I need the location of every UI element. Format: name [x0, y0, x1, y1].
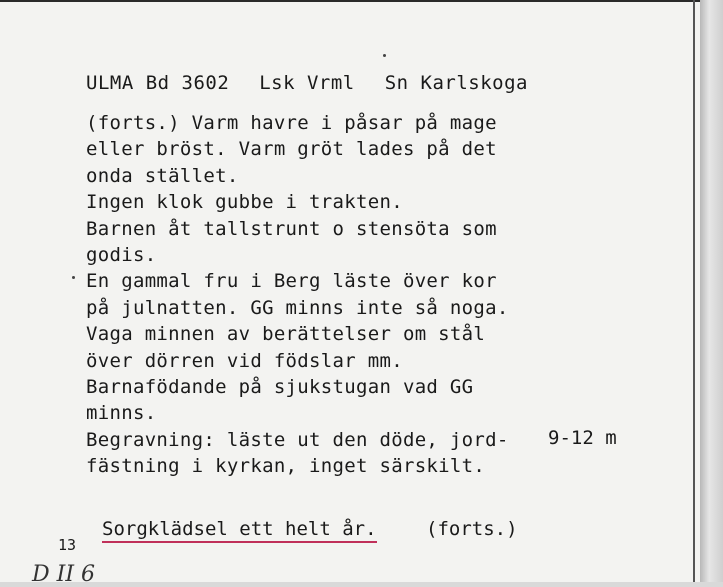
text-line: godis. — [86, 243, 157, 266]
text-line: (forts.) Varm havre i påsar på mage — [86, 112, 497, 134]
text-line: Barnafödande på sjukstugan vad GG — [86, 375, 474, 398]
continuation-note: (forts.) — [426, 518, 518, 540]
text-line: onda stället. — [86, 164, 239, 187]
text-line: fästning i kyrkan, inget särskilt. — [86, 455, 486, 478]
archive-reference: ULMA Bd 3602 — [86, 72, 230, 94]
province-code: Lsk Vrml — [259, 72, 355, 94]
parish-name: Sn Karlskoga — [384, 72, 528, 94]
card-border-line — [693, 0, 695, 582]
card-header — [86, 72, 546, 94]
text-line: eller bröst. Varm gröt lades på det — [86, 138, 497, 161]
text-line: Begravning: läste ut den döde, jord- — [86, 428, 509, 451]
text-line: En gammal fru i Berg läste över kor — [86, 270, 497, 293]
text-line: minns. — [86, 402, 157, 425]
ink-speck — [383, 54, 386, 57]
underlined-text: Sorgklädsel ett helt år. — [102, 518, 377, 543]
text-line: Barnen åt tallstrunt o stensöta som — [86, 217, 497, 240]
last-line — [102, 518, 518, 540]
text-line: på julnatten. GG minns inte så noga. — [86, 296, 509, 319]
ink-speck — [72, 276, 75, 279]
text-line: över dörren vid födslar mm. — [86, 349, 403, 372]
handwritten-mark: D II 6 — [32, 562, 96, 587]
card-number: 13 — [58, 536, 77, 554]
card-text — [86, 110, 509, 479]
text-line: Vaga minnen av berättelser om stål — [86, 323, 486, 346]
text-line: Ingen klok gubbe i trakten. — [86, 191, 403, 214]
age-note: 9-12 m — [548, 427, 617, 449]
card-edge — [700, 0, 723, 582]
